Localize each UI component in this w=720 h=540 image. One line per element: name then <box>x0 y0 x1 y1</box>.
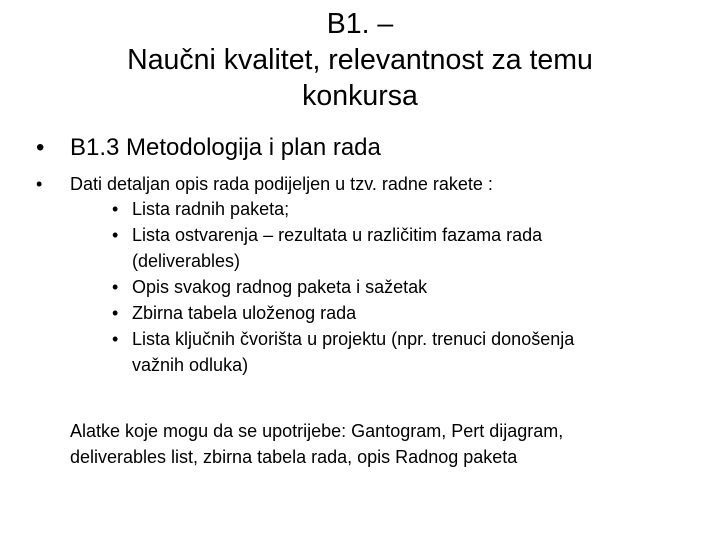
tools-line-2: deliverables list, zbirna tabela rada, opis Radnog paketa <box>70 447 518 467</box>
tools-paragraph <box>70 418 690 470</box>
bullet-icon: • <box>112 199 119 219</box>
tools-line-1: Alatke koje mogu da se upotrijebe: Gantogram, Pert dijagram, <box>70 421 564 441</box>
bullet-icon: • <box>112 225 119 245</box>
bullet-icon: • <box>112 329 119 349</box>
title-line-3: konkursa <box>302 80 418 112</box>
section-heading <box>36 133 381 163</box>
slide-title <box>60 6 660 114</box>
title-line-2: Naučni kvalitet, relevantnost za temu <box>127 44 593 76</box>
list-item-text: Opis svakog radnog paketa i sažetak <box>132 277 428 297</box>
list-item-text: Lista ključnih čvorišta u projektu (npr. trenuci donošenja važnih odluka) <box>132 329 575 375</box>
list-item-text: Lista ostvarenja – rezultata u različitim fazama rada (deliverables) <box>132 225 543 271</box>
list-item <box>112 196 712 222</box>
title-line-1: B1. – <box>326 8 394 40</box>
main-bullet-point <box>36 172 493 196</box>
section-heading-text: B1.3 Metodologija i plan rada <box>70 134 381 161</box>
sub-bullet-list <box>112 196 712 378</box>
bullet-icon: • <box>112 277 119 297</box>
main-bullet-text: Dati detaljan opis rada podijeljen u tzv. radne rakete : <box>70 174 493 194</box>
bullet-icon: • <box>36 134 45 161</box>
bullet-icon: • <box>36 174 43 194</box>
list-item <box>112 274 712 300</box>
list-item-text: Zbirna tabela uloženog rada <box>132 303 357 323</box>
bullet-icon: • <box>112 303 119 323</box>
list-item-text: Lista radnih paketa; <box>132 199 290 219</box>
list-item <box>112 222 712 274</box>
list-item <box>112 326 712 378</box>
list-item <box>112 300 712 326</box>
